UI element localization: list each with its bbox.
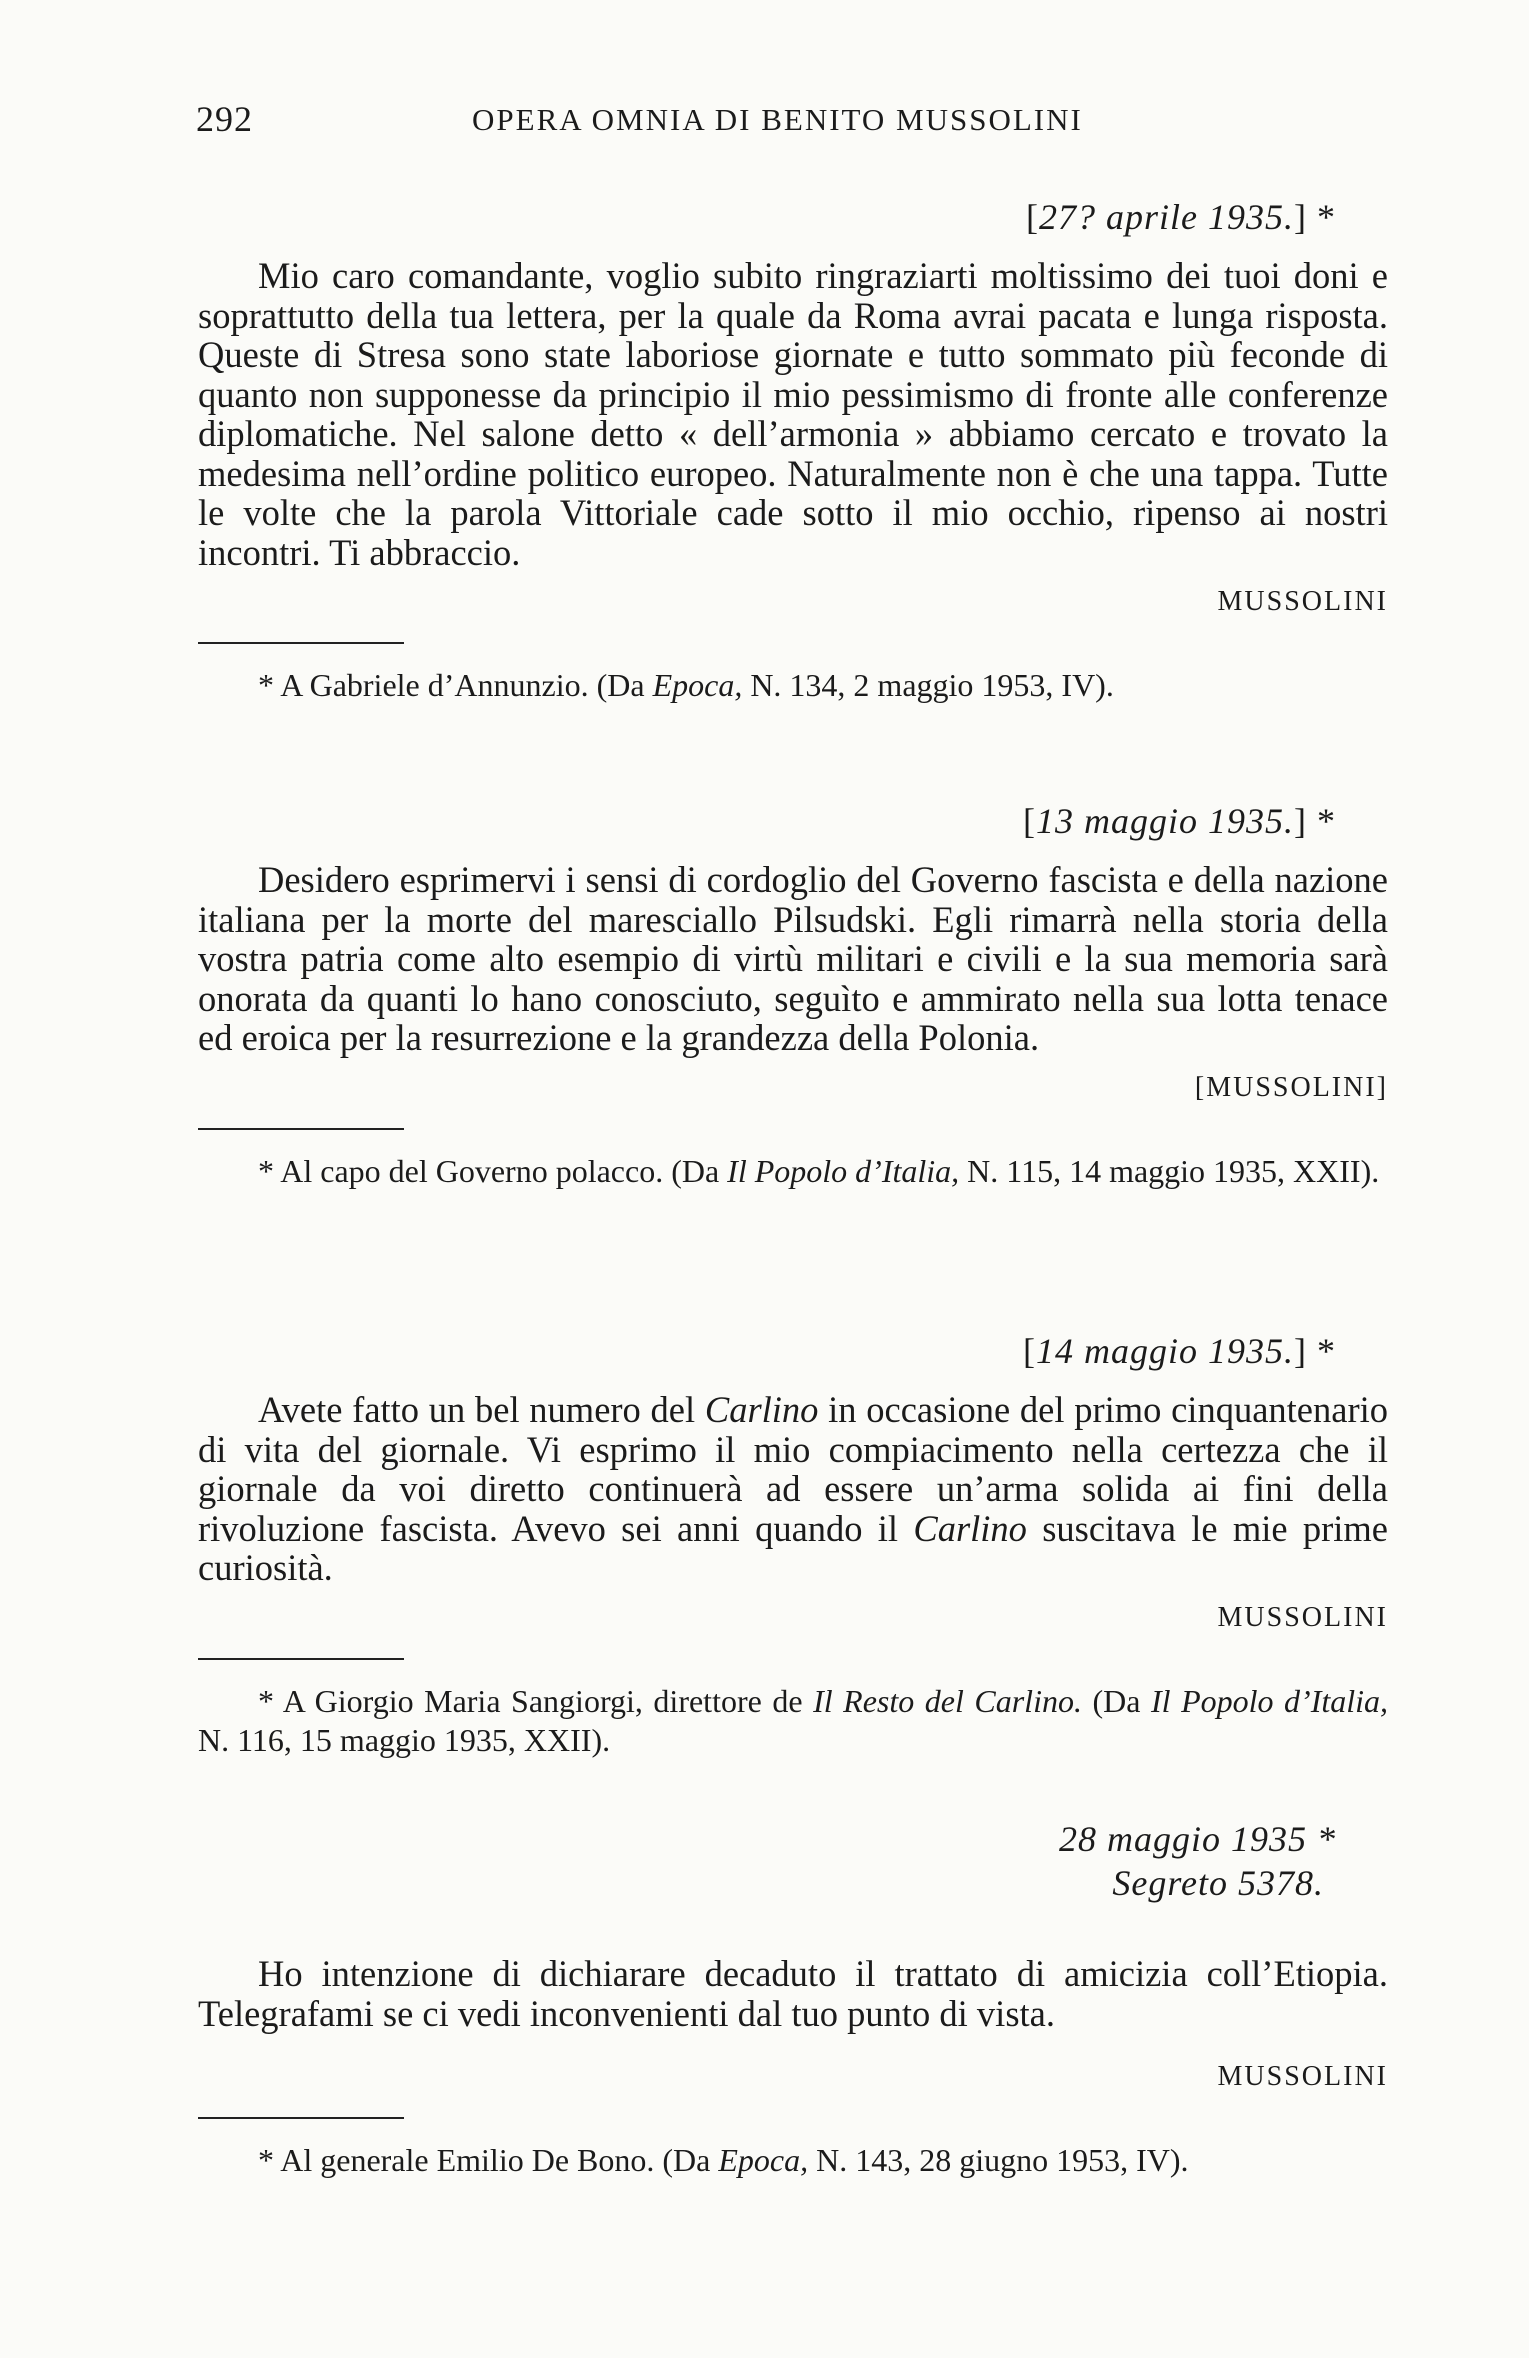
letter-3 [198, 1330, 1388, 1760]
letter-4-body: Ho intenzione di dichiarare decaduto il trattato di amicizia coll’Etiopia. Telegrafami se ci vedi inconvenienti dal tuo punto di vista. [198, 1953, 1388, 2034]
letter-3-body: Avete fatto un bel numero del Carlino in occasione del primo cinquantenario di vita del giornale. Vi esprimo il mio compiacimento nella certezza che il giornale da voi diretto continuerà ad essere un’arma solida ai fini della rivoluzione fascista. Avevo sei anni quando il Carlino suscitava le mie prime curiosità. [198, 1389, 1388, 1588]
header-title: OPERA OMNIA DI BENITO MUSSOLINI [472, 102, 1083, 137]
letter-2-body: Desidero esprimervi i sensi di cordoglio del Governo fascista e della nazione italiana per la morte del maresciallo Pilsudski. Egli rimarrà nella storia della vostra patria come alto esempio di virtù militari e civili e la sua memoria sarà onorata da quanti lo hano conosciuto, seguìto e ammirato nella sua lotta tenace ed eroica per la resurrezione e la grandezza della Polonia. [198, 859, 1388, 1058]
letter-2 [198, 800, 1388, 1191]
letter-2-footnote: * Al capo del Governo polacco. (Da Il Popolo d’Italia, N. 115, 14 maggio 1935, XXII). [258, 1152, 1380, 1189]
footnote-rule [198, 1658, 404, 1660]
letter-2-date: [13 maggio 1935.] * [1023, 801, 1336, 841]
letter-3-date: [14 maggio 1935.] * [1023, 1331, 1336, 1371]
page-number: 292 [196, 99, 253, 139]
letter-4-subdate: Segreto 5378. [1112, 1863, 1324, 1903]
letter-1-signature: MUSSOLINI [1217, 586, 1388, 617]
letter-1 [198, 196, 1388, 705]
letter-1-footnote: * A Gabriele d’Annunzio. (Da Epoca, N. 134, 2 maggio 1953, IV). [258, 667, 1114, 703]
footnote-rule [198, 642, 404, 644]
letter-3-footnote: * A Giorgio Maria Sangiorgi, direttore de Il Resto del Carlino. (Da Il Popolo d’Italia, N. 116, 15 maggio 1935, XXII). [198, 1682, 1389, 1758]
letter-1-date: [27? aprile 1935.] * [1026, 197, 1336, 237]
letter-4-footnote: * Al generale Emilio De Bono. (Da Epoca, N. 143, 28 giugno 1953, IV). [258, 2142, 1189, 2178]
running-header [196, 98, 1396, 140]
letter-1-body: Mio caro comandante, voglio subito ringraziarti moltissimo dei tuoi doni e soprattutto della tua lettera, per la quale da Roma avrai pacata e lunga risposta. Queste di Stresa sono state laboriose giornate e tutto sommato più feconde di quanto non supponesse da principio il mio pessimismo di fronte alle conferenze diplomatiche. Nel salone detto « dell’armonia » abbiamo cercato e trovato la medesima nell’ordine politico europeo. Naturalmente non è che una tappa. Tutte le volte che la parola Vittoriale cade sotto il mio occhio, ripenso ai nostri incontri. Ti abbraccio. [198, 255, 1388, 573]
letter-2-signature: [MUSSOLINI] [1194, 1071, 1388, 1103]
letter-4-date: 28 maggio 1935 * [1059, 1819, 1336, 1859]
letter-4-signature: MUSSOLINI [1217, 2061, 1388, 2092]
footnote-rule [198, 1128, 404, 1130]
letter-3-signature: MUSSOLINI [1217, 1601, 1388, 1633]
footnote-rule [198, 2117, 404, 2119]
letter-4 [198, 1818, 1388, 2180]
